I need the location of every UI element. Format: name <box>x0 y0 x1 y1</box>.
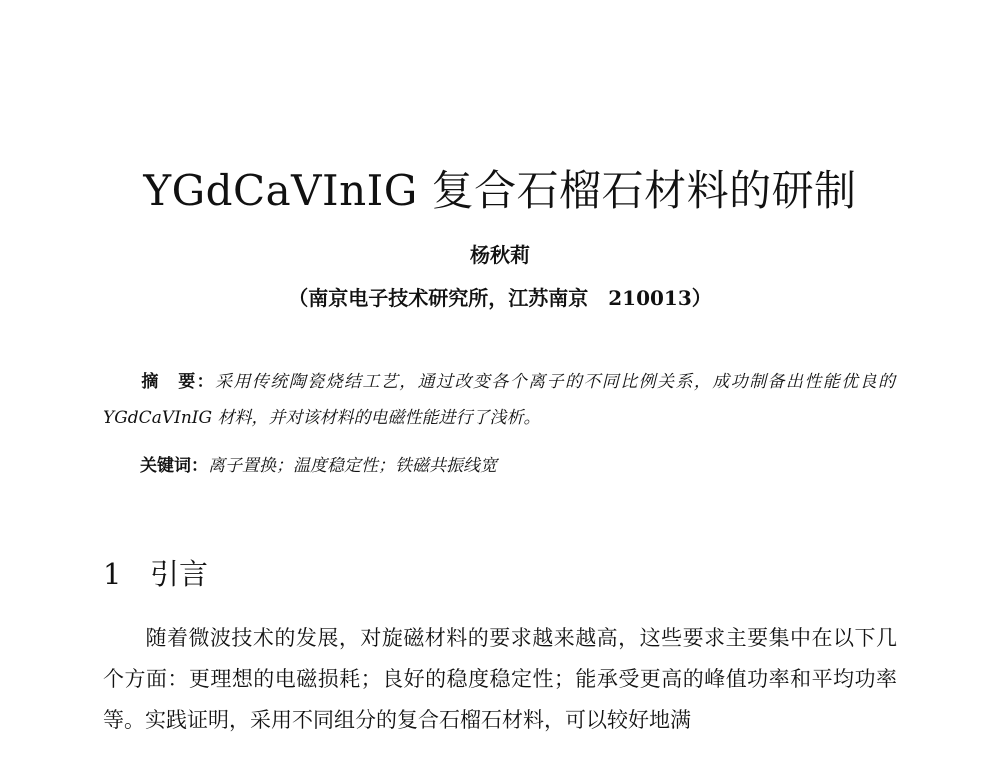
abstract-label: 摘 要： <box>140 372 216 392</box>
section-heading <box>103 554 208 594</box>
keywords-label: 关键词： <box>140 456 208 476</box>
keywords <box>140 448 900 484</box>
author-name: 杨秋莉 <box>470 243 530 267</box>
section-number: 1 <box>103 557 122 591</box>
author-affiliation: （南京电子技术研究所，江苏南京 210013） <box>288 286 712 310</box>
section-paragraph <box>103 618 897 741</box>
section-paragraph-text: 随着微波技术的发展，对旋磁材料的要求越来越高，这些要求主要集中在以下几个方面：更理想的电磁损耗；良好的稳度稳定性；能承受更高的峰值功率和平均功率等。实践证明，采用不同组分的复合石榴石材料，可以较好地满 <box>103 626 897 732</box>
abstract-text: 采用传统陶瓷烧结工艺，通过改变各个离子的不同比例关系，成功制备出性能优良的 YGdCaVInIG 材料，并对该材料的电磁性能进行了浅析。 <box>103 372 896 428</box>
abstract <box>103 364 895 436</box>
paper-title: YGdCaVInIG 复合石榴石材料的研制 <box>143 166 857 215</box>
keywords-text: 离子置换；温度稳定性；铁磁共振线宽 <box>208 456 497 476</box>
section-title: 引言 <box>150 557 209 591</box>
